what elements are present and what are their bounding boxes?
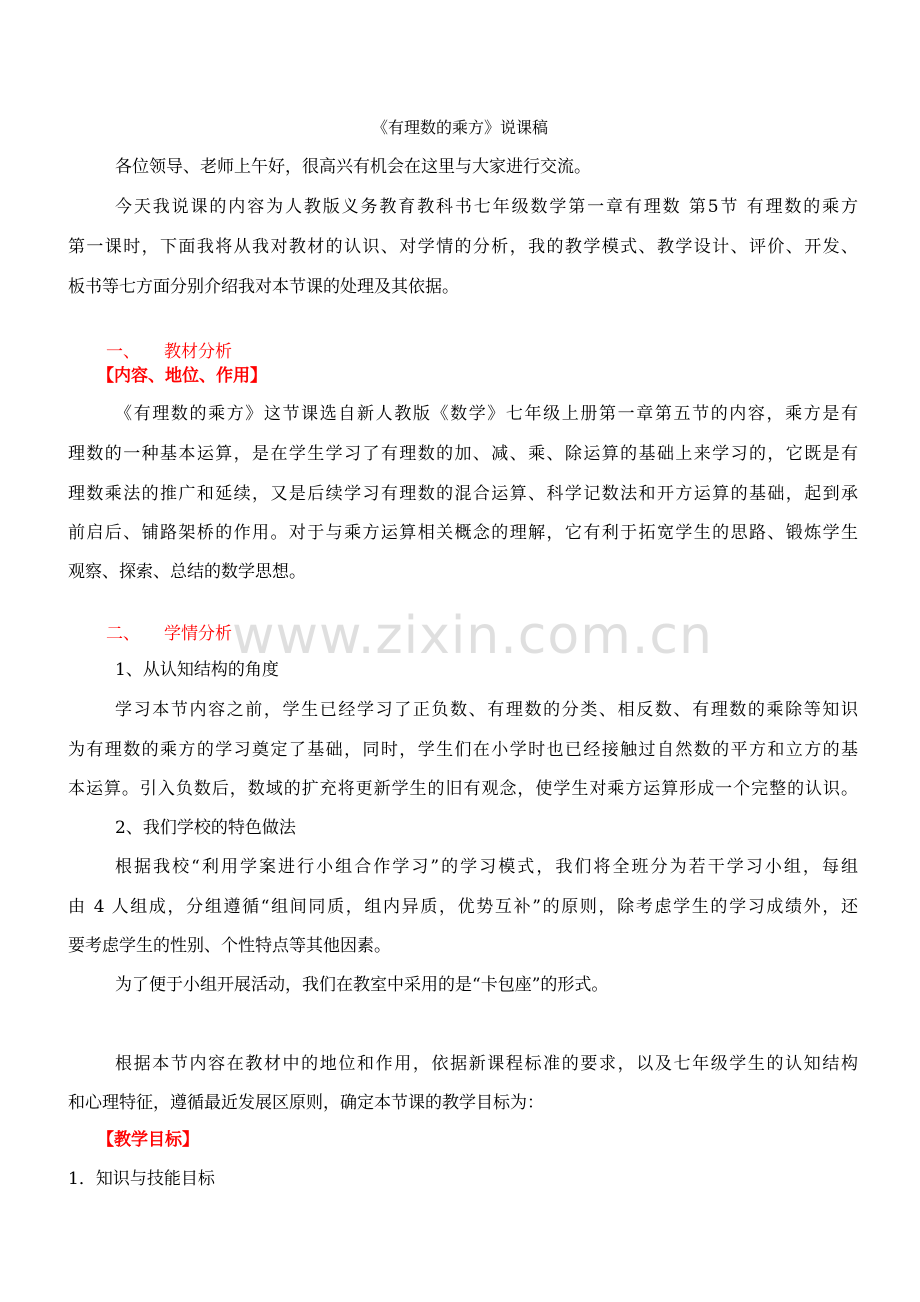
intro-line: 板书等七方面分别介绍我对本节课的处理及其依据。: [68, 277, 459, 297]
intro-line: 今天我说课的内容为人教版义务教育教科书七年级数学第一章有理数 第5节 有理数的乘方: [115, 197, 858, 217]
section2-sub2-line: 由 4 人组成，分组遵循“组间同质，组内异质，优势互补”的原则，除考虑学生的学习成绩外，还: [68, 897, 858, 917]
section1-line: 前启后、铺路架桥的作用。对于与乘方运算相关概念的理解，它有利于拓宽学生的思路、锻炼学生: [68, 523, 858, 543]
intro-line: 第一课时，下面我将从我对教材的认识、对学情的分析，我的教学模式、教学设计、评价、开发、: [68, 237, 858, 257]
watermark: www.zixin.com.cn: [232, 606, 713, 666]
section1-line: 《有理数的乘方》这节课选自新人教版《数学》七年级上册第一章第五节的内容，乘方是有: [115, 404, 858, 424]
goals-intro-line: 和心理特征，遵循最近发展区原则，确定本节课的教学目标为：: [68, 1093, 544, 1113]
section2-sub2-line: 根据我校“利用学案进行小组合作学习”的学习模式，我们将全班分为若干学习小组，每组: [115, 857, 858, 877]
goals-intro-line: 根据本节内容在教材中的地位和作用，依据新课程标准的要求，以及七年级学生的认知结构: [115, 1054, 858, 1074]
section1-title: 教材分析: [164, 342, 232, 362]
goal-1-heading: 1．知识与技能目标: [68, 1169, 215, 1189]
section1-subheading: 【内容、地位、作用】: [97, 366, 267, 386]
section1-number: 一、: [106, 342, 140, 362]
section2-sub2-line: 要考虑学生的性别、个性特点等其他因素。: [68, 936, 391, 956]
goals-heading: 【教学目标】: [97, 1130, 199, 1150]
greeting: 各位领导、老师上午好，很高兴有机会在这里与大家进行交流。: [115, 157, 591, 177]
section2-sub1-line: 为有理数的乘方的学习奠定了基础，同时，学生们在小学时也已经接触过自然数的平方和立方的基: [68, 740, 858, 760]
section2-title: 学情分析: [164, 624, 232, 644]
section1-line: 观察、探索、总结的数学思想。: [68, 562, 306, 582]
section2-sub1-line: 学习本节内容之前，学生已经学习了正负数、有理数的分类、相反数、有理数的乘除等知识: [115, 700, 858, 720]
document-title: 《有理数的乘方》说课稿: [371, 118, 548, 137]
section1-line: 理数乘法的推广和延续，又是后续学习有理数的混合运算、科学记数法和开方运算的基础，起到承: [68, 484, 858, 504]
section2-sub1-line: 本运算。引入负数后，数域的扩充将更新学生的旧有观念，使学生对乘方运算形成一个完整的认识。: [68, 779, 858, 799]
section2-number: 二、: [106, 624, 140, 644]
section1-line: 理数的一种基本运算，是在学生学习了有理数的加、减、乘、除运算的基础上来学习的，它既是有: [68, 444, 858, 464]
section2-sub1: 1、从认知结构的角度: [115, 660, 279, 680]
section2-sub2: 2、我们学校的特色做法: [115, 818, 296, 838]
seating-note: 为了便于小组开展活动，我们在教室中采用的是“卡包座”的形式。: [115, 975, 609, 995]
